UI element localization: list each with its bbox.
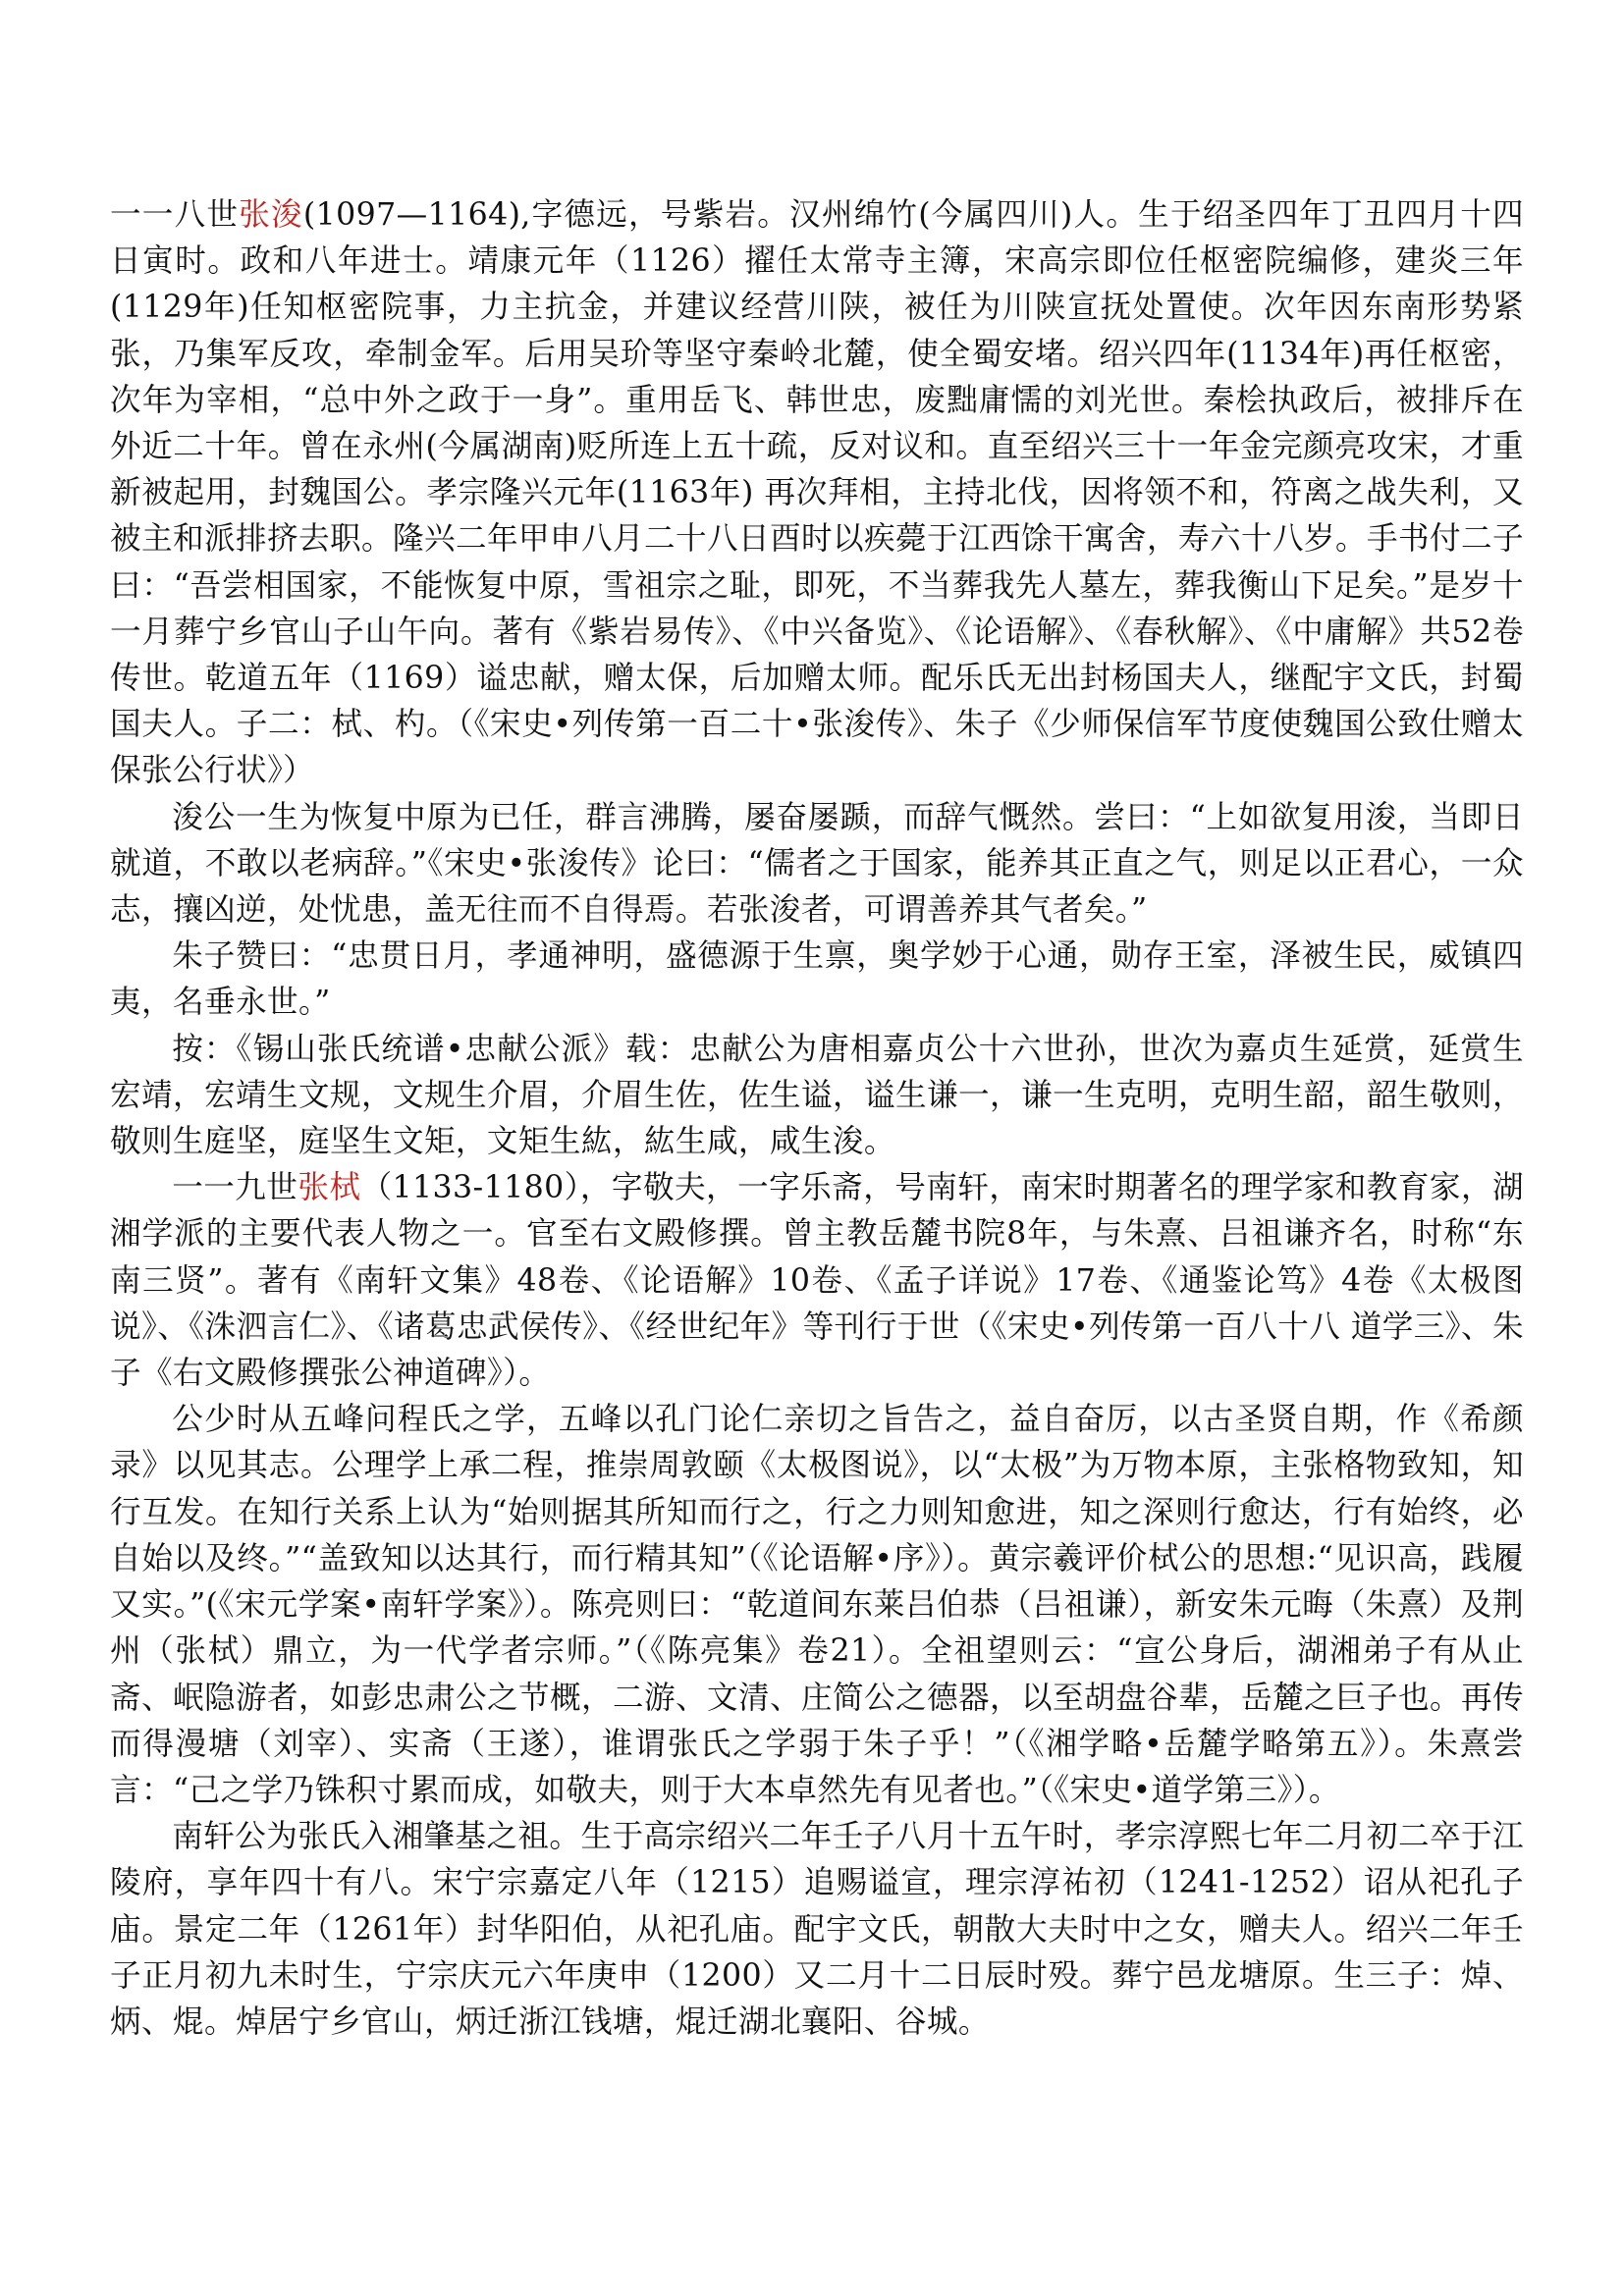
paragraph-nanxuan-gong: 南轩公为张氏入湘肇基之祖。生于高宗绍兴二年壬子八月十五午时，孝宗淳熙七年二月初二卒于江陵府，享年四十有八。宋宁宗嘉定八年（1215）追赐谥宣，理宗淳祐初（1241-1252）诏从祀孔子庙。景定二年（1261年）封华阳伯，从祀孔庙。配宇文氏，朝散大夫时中之女，赠夫人。绍兴二年壬子正月初九未时生，宁宗庆元六年庚申（1200）又二月十二日辰时殁。葬宁邑龙塘原。生三子：焯、炳、焜。焯居宁乡官山，炳迁浙江钱塘，焜迁湖北襄阳、谷城。 <box>110 1819 1524 2040</box>
paragraph-zhang-jun <box>110 192 1524 795</box>
paragraph-body: (1097—1164),字德远，号紫岩。汉州绵竹(今属四川)人。生于绍圣四年丁丑四月十四日寅时。政和八年进士。靖康元年（1126）擢任太常寺主簿，宋高宗即位任枢密院编修，建炎三年(1129年)任知枢密院事，力主抗金，并建议经营川陕，被任为川陕宣抚处置使。次年因东南形势紧张，乃集军反攻，牵制金军。后用吴玠等坚守秦岭北麓，使全蜀安堵。绍兴四年(1134年)再任枢密，次年为宰相，“总中外之政于一身”。重用岳飞、韩世忠，废黜庸懦的刘光世。秦桧执政后，被排斥在外近二十年。曾在永州(今属湖南)贬所连上五十疏，反对议和。直至绍兴三十一年金完颜亮攻宋，才重新被起用，封魏国公。孝宗隆兴元年(1163年) 再次拜相，主持北伐，因将领不和，符离之战失利，又被主和派排挤去职。隆兴二年甲申八月二十八日酉时以疾薨于江西馀干寓舍，寿六十八岁。手书付二子曰：“吾尝相国家，不能恢复中原，雪祖宗之耻，即死，不当葬我先人墓左，葬我衡山下足矣。”是岁十一月葬宁乡官山子山午向。著有《紫岩易传》、《中兴备览》、《论语解》、《春秋解》、《中庸解》共52卷传世。乾道五年（1169）谥忠献，赠太保，后加赠太师。配乐氏无出封杨国夫人，继配宇文氏，封蜀国夫人。子二：栻、杓。（《宋史•列传第一百二十•张浚传》、朱子《少师保信军节度使魏国公致仕赠太保张公行状》） <box>110 197 1524 789</box>
paragraph-shi-gong-learning: 公少时从五峰问程氏之学，五峰以孔门论仁亲切之旨告之，益自奋厉，以古圣贤自期，作《希颜录》以见其志。公理学上承二程，推崇周敦颐《太极图说》，以“太极”为万物本原，主张格物致知，知行互发。在知行关系上认为“始则据其所知而行之，行之力则知愈进，知之深则行愈达，行有始终，必自始以及终。”“盖致知以达其行，而行精其知”（《论语解•序》）。黄宗羲评价栻公的思想:“见识高，践履又实。”(《宋元学案•南轩学案》）。陈亮则曰：“乾道间东莱吕伯恭（吕祖谦），新安朱元晦（朱熹）及荆州（张栻）鼎立，为一代学者宗师。”（《陈亮集》卷21）。全祖望则云：“宣公身后，湖湘弟子有从止斋、岷隐游者，如彭忠肃公之节概，二游、文清、庄简公之德器，以至胡盘谷辈，岳麓之巨子也。再传而得漫塘（刘宰）、实斋（王遂），谁谓张氏之学弱于朱子乎！”（《湘学略•岳麓学略第五》）。朱熹尝言：“己之学乃铢积寸累而成，如敬夫，则于大本卓然先有见者也。”（《宋史•道学第三》）。 <box>110 1402 1524 1808</box>
generation-label: 一一八世 <box>110 197 240 233</box>
generation-label: 一一九世 <box>172 1170 298 1206</box>
paragraph-zhuzi-praise: 朱子赞曰：“忠贯日月，孝通神明，盛德源于生禀，奥学妙于心通，勋存王室，泽被生民，威镇四夷，名垂永世。” <box>110 938 1524 1021</box>
document-page <box>110 192 1524 2046</box>
paragraph-zhang-shi <box>110 1165 1524 1397</box>
person-name-zhang-jun: 张浚 <box>239 197 303 233</box>
paragraph-body: （1133-1180），字敬夫，一字乐斋，号南轩，南宋时期著名的理学家和教育家，湖湘学派的主要代表人物之一。官至右文殿修撰。曾主教岳麓书院8年，与朱熹、吕祖谦齐名，时称“东南三贤”。著有《南轩文集》48卷、《论语解》10卷、《孟子详说》17卷、《通鉴论笃》4卷《太极图说》、《洙泗言仁》、《诸葛忠武侯传》、《经世纪年》等刊行于世（《宋史•列传第一百八十八 道学三》、朱子《右文殿修撰张公神道碑》）。 <box>110 1170 1524 1392</box>
paragraph-jun-gong-life: 浚公一生为恢复中原为已任，群言沸腾，屡奋屡踬，而辞气慨然。尝曰：“上如欲复用浚，当即日就道，不敢以老病辞。”《宋史•张浚传》论曰：“儒者之于国家，能养其正直之气，则足以正君心，一众志，攘凶逆，处忧患，盖无往而不自得焉。若张浚者，可谓善养其气者矣。” <box>110 799 1524 929</box>
paragraph-genealogy-note: 按：《锡山张氏统谱•忠献公派》载：忠献公为唐相嘉贞公十六世孙，世次为嘉贞生延赏，延赏生宏靖，宏靖生文规，文规生介眉，介眉生佐，佐生谥，谥生谦一，谦一生克明，克明生韶，韶生敬则，敬则生庭坚，庭坚生文矩，文矩生紘，紘生咸，咸生浚。 <box>110 1031 1524 1160</box>
person-name-zhang-shi: 张栻 <box>298 1170 361 1206</box>
